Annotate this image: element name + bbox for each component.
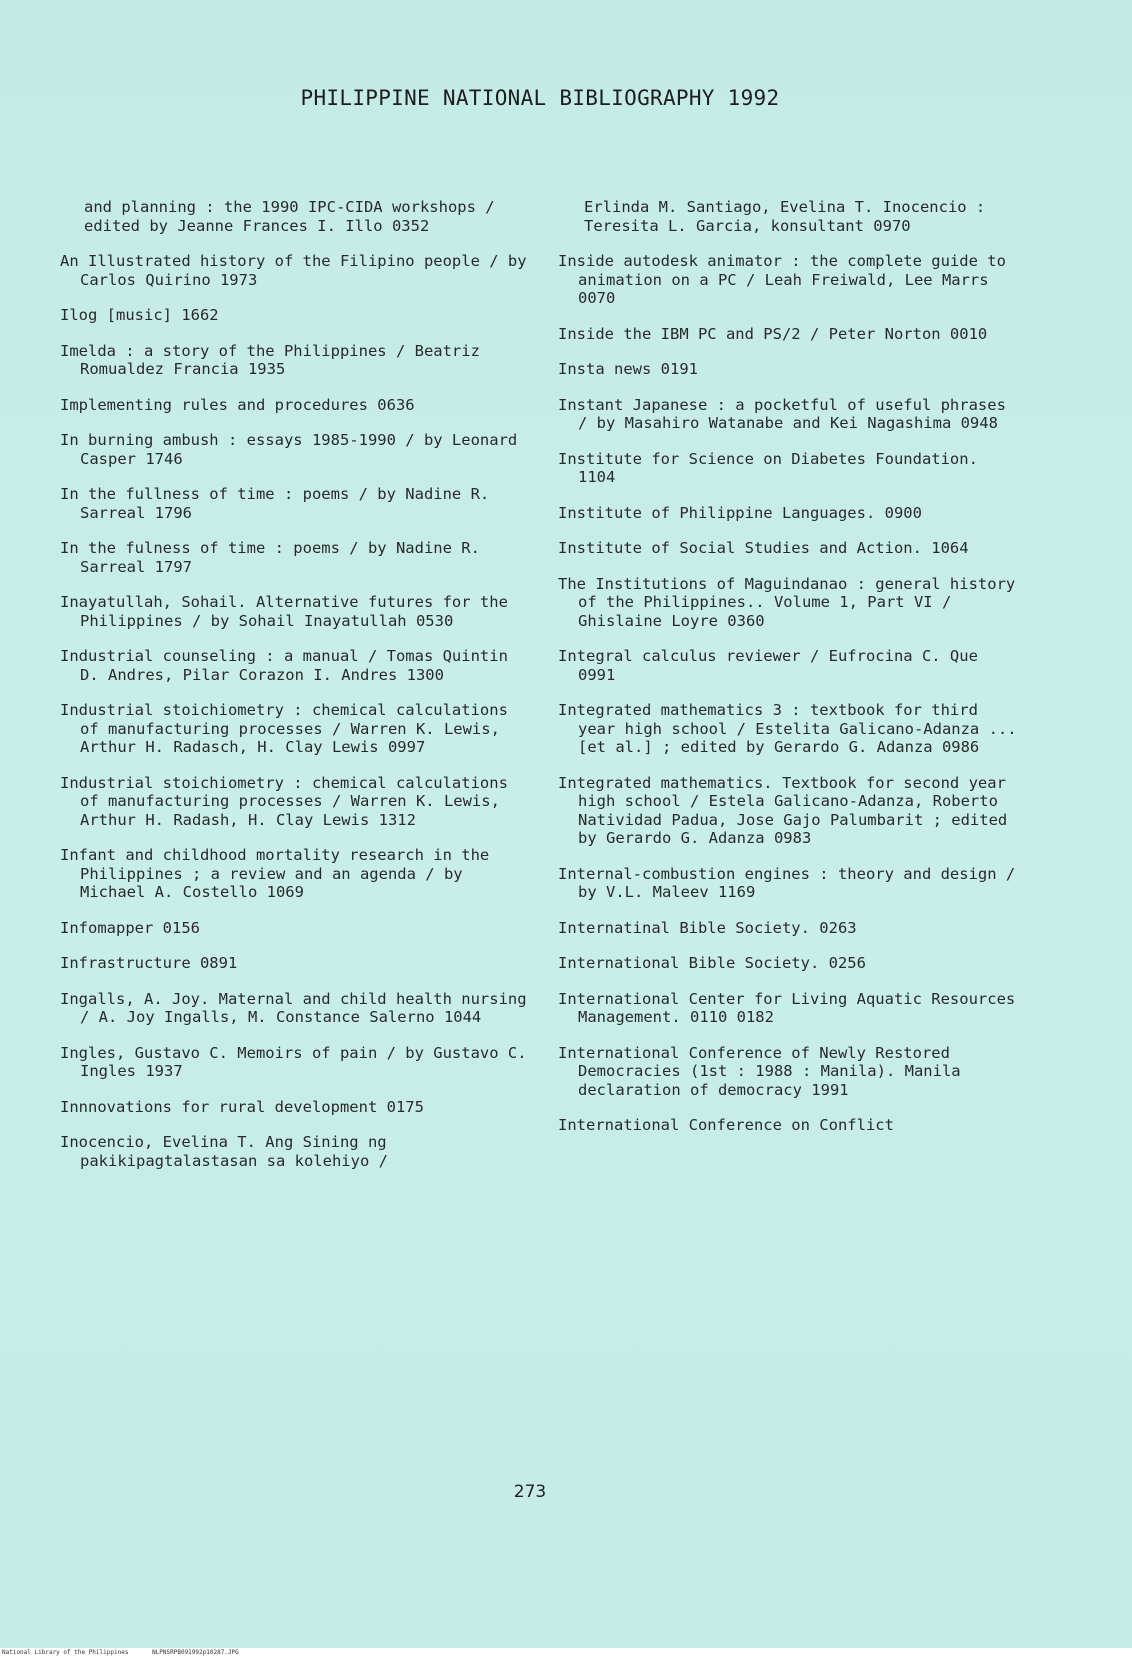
bibliography-entry: In the fullness of time : poems / by Nadine R. Sarreal 1796 bbox=[60, 485, 490, 522]
bibliography-entry: Ingles, Gustavo C. Memoirs of pain / by Gustavo C. Ingles 1937 bbox=[60, 1043, 527, 1080]
bibliography-entry: The Institutions of Maguindanao : general history of the Philippines.. Volume 1, Part VI / Ghislaine Loyre 0360 bbox=[558, 574, 1016, 630]
bibliography-entry: Infant and childhood mortality research in the Philippines ; a review and an agenda / by Michael A. Costello 1069 bbox=[60, 846, 490, 901]
bibliography-entry: In burning ambush : essays 1985-1990 / by Leonard Casper 1746 bbox=[60, 431, 518, 468]
bibliography-entry: Insta news 0191 bbox=[558, 360, 698, 378]
bibliography-entry: Inocencio, Evelina T. Ang Sining ng pakikipagtalastasan sa kolehiyo / bbox=[60, 1133, 388, 1170]
bibliography-entry: Industrial counseling : a manual / Tomas Quintin D. Andres, Pilar Corazon I. Andres 1300 bbox=[60, 647, 508, 684]
bibliography-entry: Institute of Social Studies and Action. 1064 bbox=[558, 539, 969, 557]
bibliography-entry: Imelda : a story of the Philippines / Beatriz Romualdez Francia 1935 bbox=[60, 341, 480, 378]
bibliography-entry: International Conference on Conflict bbox=[558, 1116, 894, 1134]
page-number: 273 bbox=[513, 1482, 547, 1502]
bibliography-entry: An Illustrated history of the Filipino people / by Carlos Quirino 1973 bbox=[60, 252, 527, 289]
bibliography-entry: Implementing rules and procedures 0636 bbox=[60, 395, 415, 414]
bibliography-entry: Instant Japanese : a pocketful of useful phrases / by Masahiro Watanabe and Kei Nagashima 0948 bbox=[558, 395, 1006, 432]
bibliography-entry: Ilog [music] 1662 bbox=[60, 306, 219, 324]
bibliography-entry: Innnovations for rural development 0175 bbox=[60, 1097, 424, 1116]
bibliography-entry: Internatinal Bible Society. 0263 bbox=[558, 918, 857, 937]
page-title: PHILIPPINE NATIONAL BIBLIOGRAPHY 1992 bbox=[300, 86, 780, 110]
left-column bbox=[60, 198, 530, 1187]
footer-file: NLPNSRPB091992p10287.JPG bbox=[152, 1649, 239, 1656]
entry-continuation: and planning : the 1990 IPC-CIDA workshops / edited by Jeanne Frances I. Illo 0352 bbox=[84, 198, 495, 235]
bibliography-entry: Inside the IBM PC and PS/2 / Peter Norton 0010 bbox=[558, 324, 988, 343]
bibliography-entry: Institute of Philippine Languages. 0900 bbox=[558, 503, 922, 522]
bibliography-entry: Ingalls, A. Joy. Maternal and child health nursing / A. Joy Ingalls, M. Constance Salerno 1044 bbox=[60, 989, 527, 1026]
bibliography-entry: International Conference of Newly Restored Democracies (1st : 1988 : Manila). Manila declaration of democracy 1991 bbox=[558, 1043, 961, 1099]
bibliography-entry: Integral calculus reviewer / Eufrocina C. Que 0991 bbox=[558, 647, 978, 684]
bibliography-entry: International Center for Living Aquatic Resources Management. 0110 0182 bbox=[558, 989, 1016, 1026]
bibliography-entry: International Bible Society. 0256 bbox=[558, 954, 866, 972]
bibliography-entry: Integrated mathematics 3 : textbook for third year high school / Estelita Galicano-Adanza ... [et al.] ; edited by Gerardo G. Adanza 0986 bbox=[558, 701, 1017, 756]
bibliography-entry: Integrated mathematics. Textbook for second year high school / Estela Galicano-Adanza, Roberto Natividad Padua, Jose Gajo Palumbarit ; edited by Gerardo G. Adanza 0983 bbox=[558, 773, 1008, 847]
entry-continuation: Erlinda M. Santiago, Evelina T. Inocencio : Teresita L. Garcia, konsultant 0970 bbox=[584, 198, 986, 235]
bibliography-entry: Industrial stoichiometry : chemical calculations of manufacturing processes / Warren K. Lewis, Arthur H. Radasch, H. Clay Lewis 0997 bbox=[60, 701, 508, 756]
bibliography-entry: Industrial stoichiometry : chemical calculations of manufacturing processes / Warren K. Lewis, Arthur H. Radash, H. Clay Lewis 1312 bbox=[60, 773, 508, 829]
bibliography-entry: Inayatullah, Sohail. Alternative futures for the Philippines / by Sohail Inayatullah 0530 bbox=[60, 593, 508, 630]
bibliography-entry: Institute for Science on Diabetes Foundation. 1104 bbox=[558, 449, 978, 486]
bibliography-entry: Inside autodesk animator : the complete guide to animation on a PC / Leah Freiwald, Lee Marrs 0070 bbox=[558, 252, 1006, 307]
bibliography-entry: In the fulness of time : poems / by Nadine R. Sarreal 1797 bbox=[60, 539, 480, 576]
bibliography-entry: Infrastructure 0891 bbox=[60, 954, 238, 972]
footer-library: National Library of the Philippines bbox=[2, 1649, 129, 1656]
scan-footer bbox=[0, 1648, 1132, 1658]
bibliography-entry: Infomapper 0156 bbox=[60, 918, 200, 937]
bibliography-entry: Internal-combustion engines : theory and design / by V.L. Maleev 1169 bbox=[558, 864, 1016, 901]
right-column bbox=[558, 198, 1018, 1152]
